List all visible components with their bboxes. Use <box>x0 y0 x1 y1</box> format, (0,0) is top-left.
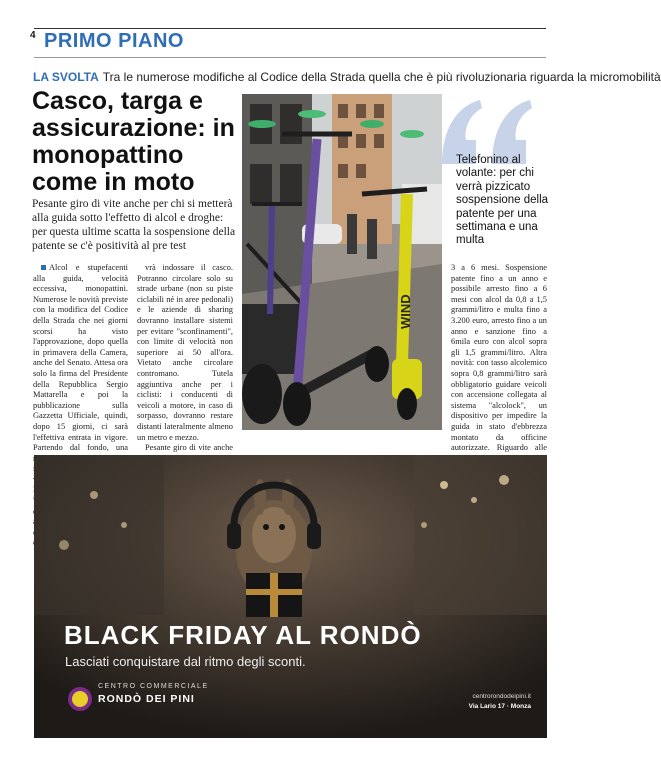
column-2b-text: Pesante giro di vite anche <box>145 443 233 453</box>
article-column-1 <box>33 263 128 453</box>
ad-url[interactable]: centrorondodeipini.it <box>472 693 531 700</box>
page-number: 4 <box>30 30 36 41</box>
ad-center-label: CENTRO COMMERCIALE <box>98 683 209 690</box>
kicker-text: Tra le numerose modifiche al Codice della Strada quella che è più rivoluzionaria riguarda la micromobilità <box>102 70 661 84</box>
column-2-text: vrà indossare il casco. Potranno circolare solo su strade urbane (non su piste ciclabili né in aree pedonali) e le aziende di sharing dovranno installare sistemi per evitare "sconfinamenti", con limite di velocità non superiore ai 50 all'ora. Vietato anche circolare contromano. Tutela aggiuntiva anche per i ciclisti: i conducenti di veicoli a motore, in caso di sorpasso, dovranno restare distanti lateralmente almeno un metro e mezzo. <box>137 263 233 442</box>
ad-title: BLACK FRIDAY AL RONDÒ <box>64 620 422 650</box>
kicker-label: LA SVOLTA <box>33 70 99 84</box>
subhead: Pesante giro di vite anche per chi si metterà alla guida sotto l'effetto di alcol e droghe: per questa ultime scatta la sospensione della patente se c'è positività al pre test <box>32 198 236 252</box>
pull-quote-text: Telefonino al volante: per chi verrà pizzicato sospensione della patente per una settimana e una multa <box>456 154 549 247</box>
section-rule <box>34 57 546 58</box>
top-rule <box>34 28 546 29</box>
headline: Casco, targa e assicurazione: in monopattino come in moto <box>32 87 235 196</box>
article-column-2 <box>137 263 233 453</box>
advertisement[interactable] <box>34 455 547 738</box>
lead-square-icon <box>41 265 46 270</box>
scooter-brand: WIND <box>398 294 413 329</box>
scooter-photo <box>242 94 442 430</box>
ad-center-name: RONDÒ DEI PINI <box>98 693 195 705</box>
section-title: PRIMO PIANO <box>44 30 184 52</box>
column-3-text: 3 a 6 mesi. Sospensione patente fino a un anno e possibile arresto fino a 6 mesi con alcol da 0,8 a 1,5 grammi/litro e multa fino a 3.200 euro, arresto fino a un anno e sanzione fino a 6mila euro con alcol sopra gli 1,5 grammi/litro. Altra novità: con tasso alcolemico sopra 0,8 grammi/litro sarà obbligatorio guidare veicoli con accensione collegata al sistema "alcolock", un dispositivo per impedire la guida in stato d'ebbrezza montato da officine autorizzate. Riguardo alle <box>451 263 547 453</box>
ad-subtitle: Lasciati conquistare dal ritmo degli sconti. <box>65 654 306 669</box>
ad-address: Via Lario 17 · Monza <box>468 703 531 710</box>
column-1-text: Alcol e stupefacenti alla guida, velocità eccessiva, monopattini. Numerose le novità previste con la modifica del Codice della Strada che nei giorni scorsi ha visto l'approvazione, dopo quella in primavera della Camera, anche del Senato. Attesa ora solo la firma del Presidente della Repubblica Sergio Mattarella e poi la pubblicazione sulla Gazzetta Ufficiale, quindi, dopo 15 giorni, ci sarà l'effettiva entrata in vigore. Partendo dal fondo, una <box>33 263 128 453</box>
kicker <box>33 70 661 84</box>
pull-quote <box>432 94 550 259</box>
article-column-3 <box>451 263 547 453</box>
